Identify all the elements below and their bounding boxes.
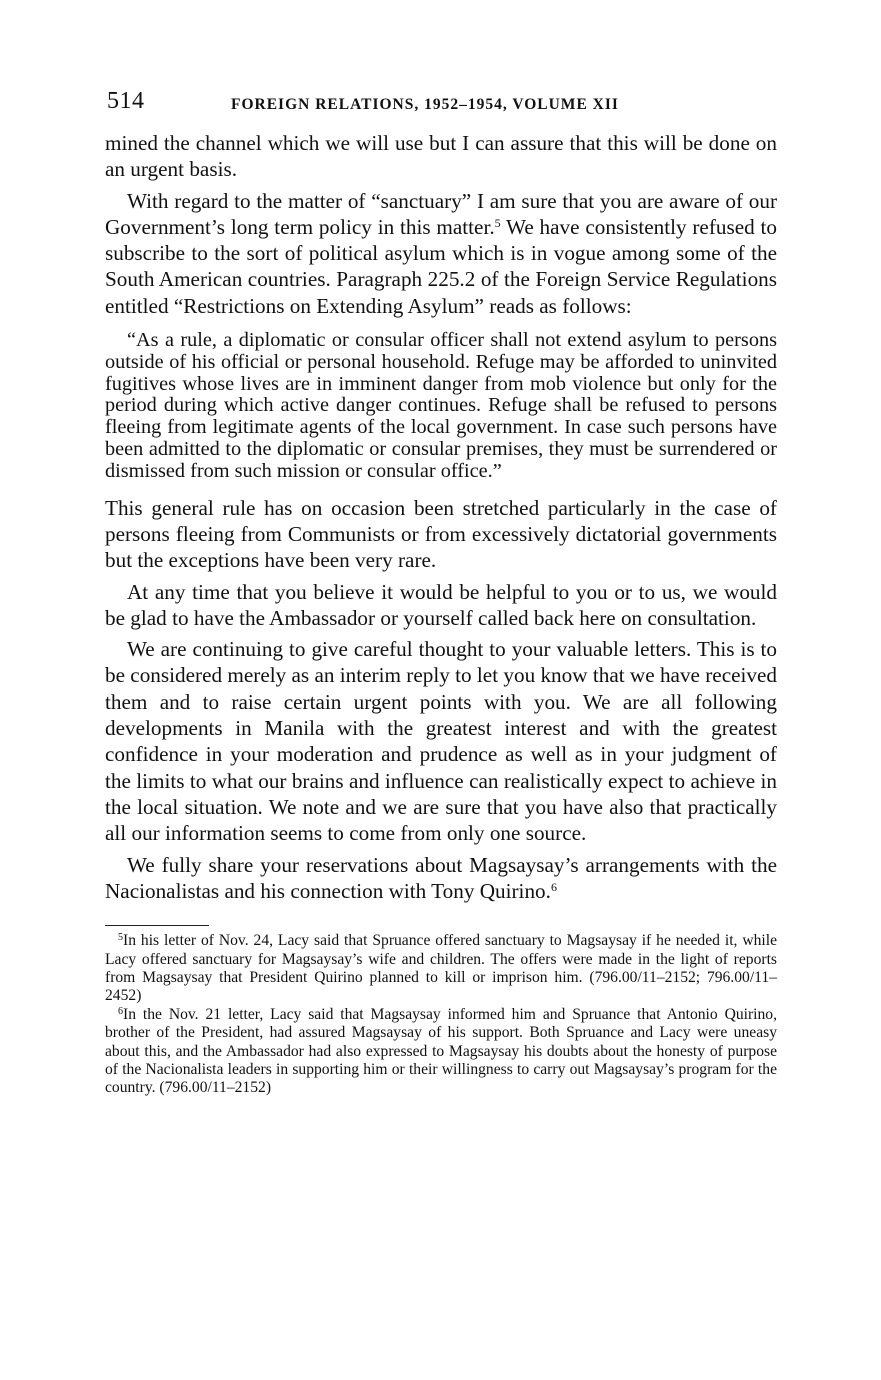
footnote-text-5: In his letter of Nov. 24, Lacy said that Spruance offered sanctuary to Magsaysay if he needed it, while Lacy offered sanctuary for Magsaysay’s wife and children. The offers were made in the light of reports from Magsaysay that President Quirino planned to kill or imprison him. (796.00/11–2152; 796.00/11–2452) <box>105 932 777 1005</box>
footnote-ref-5: 5 <box>494 215 501 230</box>
footnote-number-5: 5 <box>118 932 123 944</box>
block-quote-regulation: “As a rule, a diplomatic or consular officer shall not extend asylum to persons outside of his official or personal household. Refuge may be afforded to uninvited fugitives whose lives are in imminent danger from mob violence but only for the period during which active danger continues. Refuge shall be refused to persons fleeing from legitimate agents of the local government. In case such persons have been admitted to the diplomatic or consular premises, they must be surrendered or dismissed from such mission or consular office.” <box>105 329 777 482</box>
paragraph-interim-reply: We are continuing to give careful thought to your valuable letters. This is to be considered merely as an interim reply to let you know that we have received them and to raise certain urgent points with you. We are all following developments in Manila with the greatest interest and with the greatest confidence in your moderation and prudence as well as in your judgment of the limits to what our brains and influence can realistically expect to achieve in the local situation. We note and we are sure that you have also that practically all our information seems to come from only one source. <box>105 637 777 846</box>
footnote-divider <box>105 925 209 926</box>
paragraph-consultation: At any time that you believe it would be helpful to you or to us, we would be glad to have the Ambassador or yourself called back here on consultation. <box>105 579 777 630</box>
footnotes <box>105 932 777 1098</box>
paragraph-sanctuary-text-2: We have consistently refused to subscribe to the sort of political asylum which is in vogue among some of the South American countries. Paragraph 225.2 of the Foreign Service Regulations entitled “Restrictions on Extending Asylum” reads as follows: <box>105 214 778 318</box>
page-header <box>105 78 777 130</box>
paragraph-sanctuary <box>105 188 777 319</box>
footnote-number-6: 6 <box>118 1005 123 1017</box>
paragraph-general-rule: This general rule has on occasion been stretched particularly in the case of persons fleeing from Communists or from excessively dictatorial governments but the exceptions have been very rare. <box>105 495 777 573</box>
paragraph-reservations-text: We fully share your reservations about Magsaysay’s arrangements with the Nacionalistas and his connection with Tony Quirino. <box>105 852 777 903</box>
paragraph-sanctuary-text-1: With regard to the matter of “sanctuary” I am sure that you are aware of our Government’s long term policy in this matter. <box>105 188 777 239</box>
running-head: FOREIGN RELATIONS, 1952–1954, VOLUME XII <box>231 96 619 113</box>
footnote-ref-6: 6 <box>550 879 557 894</box>
page-number: 514 <box>107 88 145 114</box>
document-page <box>105 78 777 1098</box>
footnote-6 <box>105 1006 777 1098</box>
paragraph-reservations <box>105 852 777 905</box>
paragraph-continued: mined the channel which we will use but I can assure that this will be done on an urgent basis. <box>105 131 777 182</box>
body-text <box>105 130 777 904</box>
footnote-5 <box>105 932 777 1006</box>
footnote-text-6: In the Nov. 21 letter, Lacy said that Magsaysay informed him and Spruance that Antonio Quirino, brother of the President, had assured Magsaysay of his support. Both Spruance and Lacy were uneasy about this, and the Ambassador had also expressed to Magsaysay his doubts about the honesty of purpose of the Nacionalista leaders in supporting him or their willingness to carry out Magsaysay’s program for the country. (796.00/11–2152) <box>105 1005 777 1097</box>
